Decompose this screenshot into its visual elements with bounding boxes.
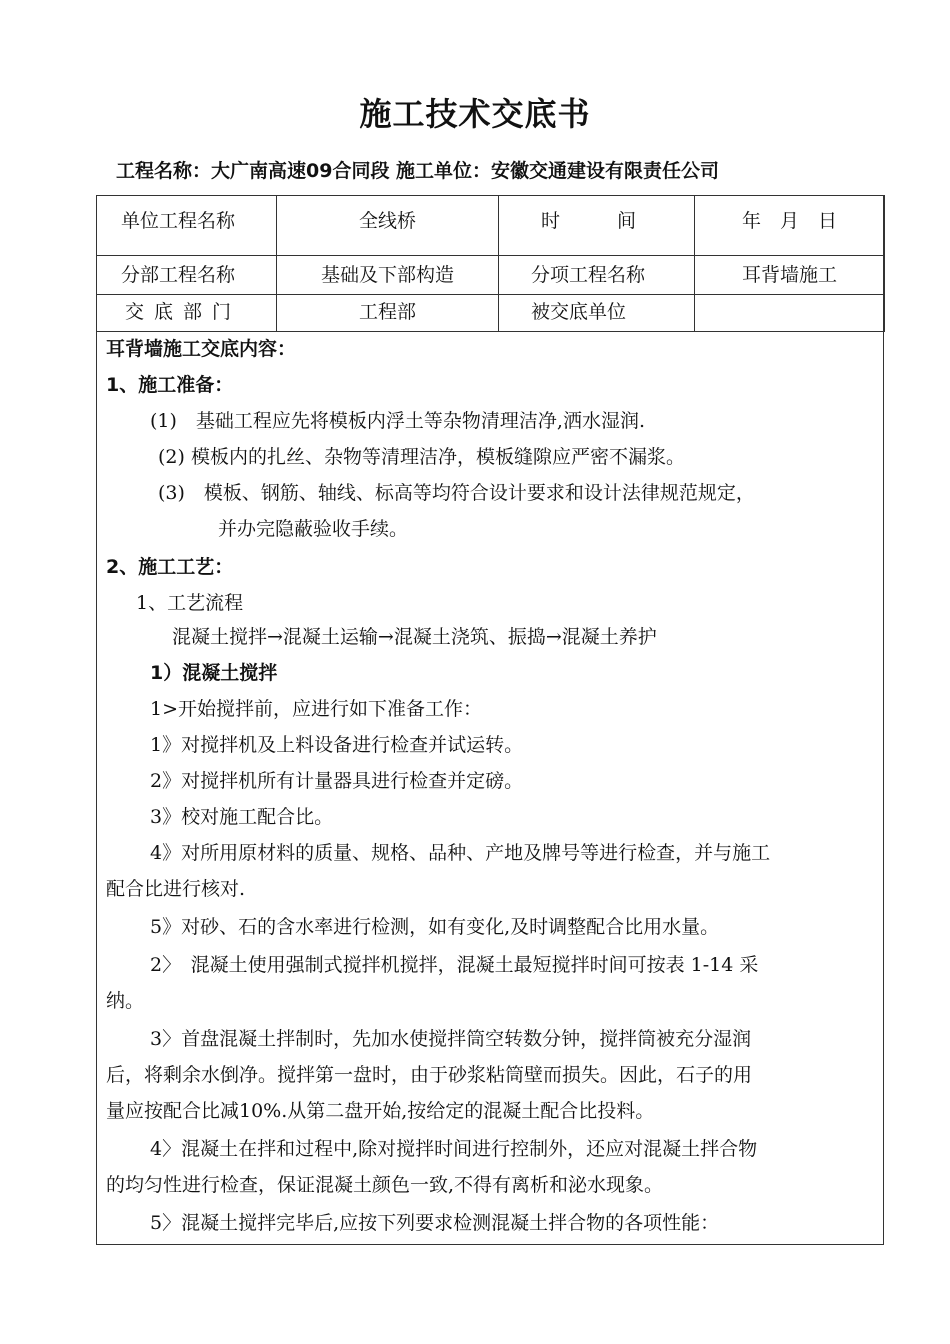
content-heading: 耳背墙施工交底内容： xyxy=(106,338,297,360)
unit-project-label: 单位工程名称 xyxy=(97,196,277,256)
mixing-prep-1: 1》对搅拌机及上料设备进行检查并试运转。 xyxy=(150,734,524,756)
process-flow-title: 1、工艺流程 xyxy=(136,592,244,614)
recipient-label: 被交底单位 xyxy=(499,295,695,332)
recipient-value xyxy=(695,295,885,332)
process-flow: 混凝土搅拌→混凝土运输→混凝土浇筑、振捣→混凝土养护 xyxy=(172,626,657,648)
mixing-prep-4-line-1: 4》对所用原材料的质量、规格、品种、产地及牌号等进行检查，并与施工 xyxy=(150,842,771,864)
mixing-step-3-line-2: 后，将剩余水倒净。搅拌第一盘时，由于砂浆粘筒壁而损失。因此，石子的用 xyxy=(106,1064,753,1086)
time-value: 年 月 日 xyxy=(695,196,885,256)
dept-value: 工程部 xyxy=(277,295,499,332)
section-1-title: 1、施工准备： xyxy=(106,374,234,396)
dept-label: 交底部门 xyxy=(97,295,277,332)
subitem-label: 分项工程名称 xyxy=(499,256,695,295)
mixing-step-3-line-1: 3〉首盘混凝土拌制时，先加水使搅拌筒空转数分钟，搅拌筒被充分湿润 xyxy=(150,1028,752,1050)
mixing-prep-4-line-2: 配合比进行核对. xyxy=(106,878,246,900)
subitem-value: 耳背墙施工 xyxy=(695,256,885,295)
prep-item-3-line-1: (3) 模板、钢筋、轴线、标高等均符合设计要求和设计法律规范规定， xyxy=(158,482,755,504)
prep-item-3-line-2: 并办完隐蔽验收手续。 xyxy=(218,518,409,540)
time-label: 时 间 xyxy=(499,196,695,256)
mixing-title: 1）混凝土搅拌 xyxy=(150,662,278,684)
document-title: 施工技术交底书 xyxy=(359,95,591,133)
mixing-prep-5: 5》对砂、石的含水率进行检测，如有变化,及时调整配合比用水量。 xyxy=(150,916,720,938)
prep-item-1: (1) 基础工程应先将模板内浮土等杂物清理洁净,洒水湿润. xyxy=(150,410,645,432)
mixing-prep-2: 2》对搅拌机所有计量器具进行检查并定磅。 xyxy=(150,770,524,792)
mixing-prep: 1>开始搅拌前，应进行如下准备工作： xyxy=(150,698,483,720)
division-label: 分部工程名称 xyxy=(97,256,277,295)
info-table xyxy=(96,195,885,332)
mixing-step-4-line-2: 的均匀性进行检查，保证混凝土颜色一致,不得有离析和泌水现象。 xyxy=(106,1174,664,1196)
project-info-line: 工程名称：大广南高速09合同段 施工单位：安徽交通建设有限责任公司 xyxy=(116,160,720,182)
prep-item-2: (2) 模板内的扎丝、杂物等清理洁净，模板缝隙应严密不漏浆。 xyxy=(158,446,685,468)
mixing-step-3-line-3: 量应按配合比减10%.从第二盘开始,按给定的混凝土配合比投料。 xyxy=(106,1100,655,1122)
mixing-prep-3: 3》校对施工配合比。 xyxy=(150,806,334,828)
section-2-title: 2、施工工艺： xyxy=(106,556,234,578)
division-value: 基础及下部构造 xyxy=(277,256,499,295)
mixing-step-2-line-2: 纳。 xyxy=(106,990,145,1012)
mixing-step-4-line-1: 4〉混凝土在拌和过程中,除对搅拌时间进行控制外，还应对混凝土拌合物 xyxy=(150,1138,758,1160)
mixing-step-2-line-1: 2〉 混凝土使用强制式搅拌机搅拌，混凝土最短搅拌时间可按表 1-14 采 xyxy=(150,954,759,976)
unit-project-value: 全线桥 xyxy=(277,196,499,256)
mixing-step-5: 5〉混凝土搅拌完毕后,应按下列要求检测混凝土拌合物的各项性能： xyxy=(150,1212,720,1234)
